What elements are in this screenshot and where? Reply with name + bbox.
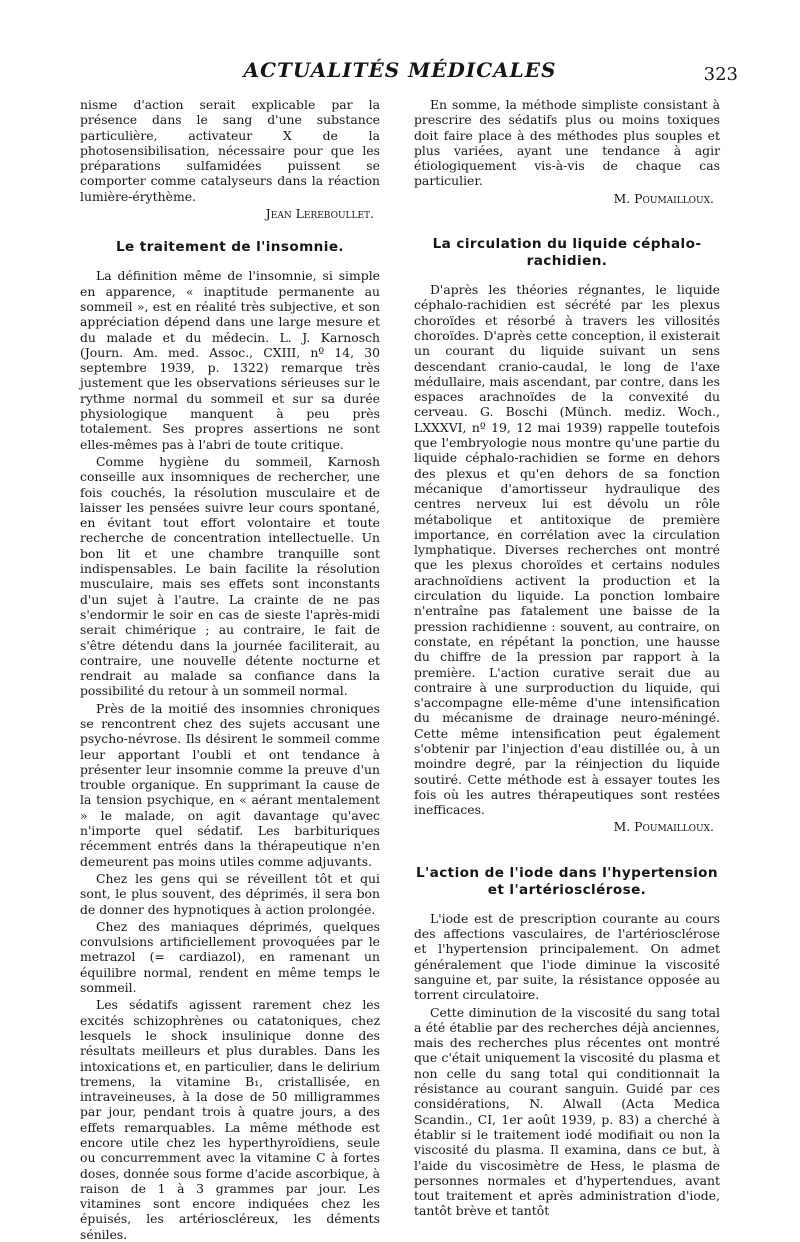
intro-paragraph: nisme d'action serait explicable par la présence dans le sang d'une substance particulière, activateur X de la photosensibilisation, nécessaire pour que les préparations sulfamidées puissent se comporter comme catalyseurs dans la réaction lumière-érythème. [80, 97, 380, 204]
paragraph: Cette diminution de la viscosité du sang total a été établie par des recherches déjà anciennes, mais des recherches plus récentes ont montré que c'était uniquement la viscosité du plasma et non celle du sang total qui conditionnait la résistance au courant sanguin. Guidé par ces considérations, N. Alwall (Acta Medica Scandin., CI, 1er août 1939, p. 83) a cherché à établir si le traitement iodé modifiait ou non la viscosité du plasma. Il examina, dans ce but, à l'aide du viscosimètre de Hess, le plasma de personnes normales et d'hypertendues, avant tout traitement et après administration d'iode, tantôt brève et tantôt [414, 1004, 720, 1219]
intro-paragraph: En somme, la méthode simpliste consistant à prescrire des sédatifs plus ou moins toxiques doit faire place à des méthodes plus souples et plus variées, ayant une tendance à agir étiologiquement vis-à-vis de chaque cas particulier. [414, 97, 720, 189]
page-number: 323 [703, 64, 738, 85]
section-title-insomnie: Le traitement de l'insomnie. [115, 239, 345, 256]
paragraph: Comme hygiène du sommeil, Karnosh conseille aux insomniques de rechercher, une fois couchés, la résolution musculaire et de laisser les pensées suivre leur cours spontané, en évitant tout effort volontaire et toute recherche de concentration intellectuelle. Un bon lit et une chambre tranquille sont indispensables. Le bain facilite la résolution musculaire, mais ses effets sont inconstants d'un sujet à l'autre. La crainte de ne pas s'endormir le soir en cas de sieste l'après-midi serait chimérique ; au contraire, le fait de s'être détendu dans la journée faciliterait, au contraire, une nouvelle détente nocturne et rendrait au malade sa confiance dans la possibilité du retour à un sommeil normal. [80, 453, 380, 699]
paragraph: Chez des maniaques déprimés, quelques convulsions artificiellement provoquées par le metrazol (= cardiazol), en ramenant un équilibre normal, rendent en même temps le sommeil. [80, 918, 380, 996]
paragraph: D'après les théories régnantes, le liquide céphalo-rachidien est sécrété par les plexus choroïdes et résorbé à travers les villosités choroïdes. D'après cette conception, il existerait un courant du liquide suivant un sens descendant cranio-caudal, le long de l'axe médullaire, mais ascendant, par contre, dans les espaces arachnoïdes de la convexité du cerveau. G. Boschi (Münch. mediz. Woch., LXXXVI, nº 19, 12 mai 1939) rappelle toutefois que l'embryologie nous montre qu'une partie du liquide céphalo-rachidien se forme en dehors des plexus et qu'en dehors de sa fonction mécanique d'amortisseur hydraulique des centres nerveux lui est dévolu un rôle métabolique et antitoxique de première importance, en corrélation avec la circulation lymphatique. Diverses recherches ont montré que les plexus choroïdes et certains nodules arachnoïdiens activent la production et la circulation du liquide. La ponction lombaire n'entraîne pas fatalement une baisse de la pression rachidienne : souvent, au contraire, on constate, en répétant la ponction, une hausse du chiffre de la pression par rapport à la première. L'action curative serait due au contraire à une surproduction du liquide, qui s'accompagne elle-même d'une intensification du mécanisme de drainage neuro-méningé. Cette même intensification peut également s'obtenir par l'injection d'eau distillée ou, à un moindre degré, par la réinjection du liquide soutiré. Cette méthode est à essayer toutes les fois où les autres thérapeutiques sont restées inefficaces. [414, 282, 720, 818]
author-signature: M. Poumailloux. [613, 819, 714, 835]
left-column [80, 97, 380, 1242]
running-title: ACTUALITÉS MÉDICALES [243, 58, 557, 82]
paragraph: Les sédatifs agissent rarement chez les excités schizophrènes ou catatoniques, chez lesquels le shock insulinique donne des résultats meilleurs et plus durables. Dans les intoxications et, en particulier, dans le delirium tremens, la vitamine B₁, cristallisée, en intraveineuses, à la dose de 50 milligrammes par jour, pendant trois à quatre jours, a des effets remarquables. La même méthode est encore utile chez les hyperthyroïdiens, seule ou concurremment avec la vitamine C à fortes doses, donnée sous forme d'acide ascorbique, à raison de 1 à 3 grammes par jour. Les vitamines sont encore indiquées chez les épuisés, les artérioscléreux, les déments séniles. [80, 997, 380, 1242]
paragraph: Chez les gens qui se réveillent tôt et qui sont, le plus souvent, des déprimés, il sera bon de donner des hypnotiques à action prolongée. [80, 870, 380, 917]
paragraph: La définition même de l'insomnie, si simple en apparence, « inaptitude permanente au sommeil », est en réalité très subjective, et son appréciation dépend dans une large mesure et du malade et du médecin. L. J. Karnosch (Journ. Am. med. Assoc., CXIII, nº 14, 30 septembre 1939, p. 1322) remarque très justement que les observations sérieuses sur le rythme normal du sommeil et sur sa durée physiologique manquent à peu près totalement. Ses propres assertions ne sont elles-mêmes pas à l'abri de toute critique. [80, 268, 380, 452]
section-title-liquide: La circulation du liquide céphalo-rachidien. [432, 236, 702, 270]
paragraph: L'iode est de prescription courante au cours des affections vasculaires, de l'artériosclérose et l'hypertension principalement. On admet généralement que l'iode diminue la viscosité sanguine et, par suite, la résistance opposée au torrent circulatoire. [414, 910, 720, 1003]
author-signature: M. Poumailloux. [613, 190, 714, 206]
section-title-iode: L'action de l'iode dans l'hypertension et l'artériosclérose. [416, 864, 718, 898]
author-signature: Jean Lereboullet. [265, 206, 374, 222]
right-column [414, 97, 720, 1219]
paragraph: Près de la moitié des insomnies chroniques se rencontrent chez des sujets accusant une psycho-névrose. Ils désirent le sommeil comme leur apportant l'oubli et ont tendance à présenter leur insomnie comme la preuve d'un trouble organique. En supprimant la cause de la tension psychique, en « aérant mentalement » le malade, on agit davantage qu'avec n'importe quel sédatif. Les barbituriques récemment entrés dans la thérapeutique n'en demeurent pas moins utiles comme adjuvants. [80, 700, 380, 869]
